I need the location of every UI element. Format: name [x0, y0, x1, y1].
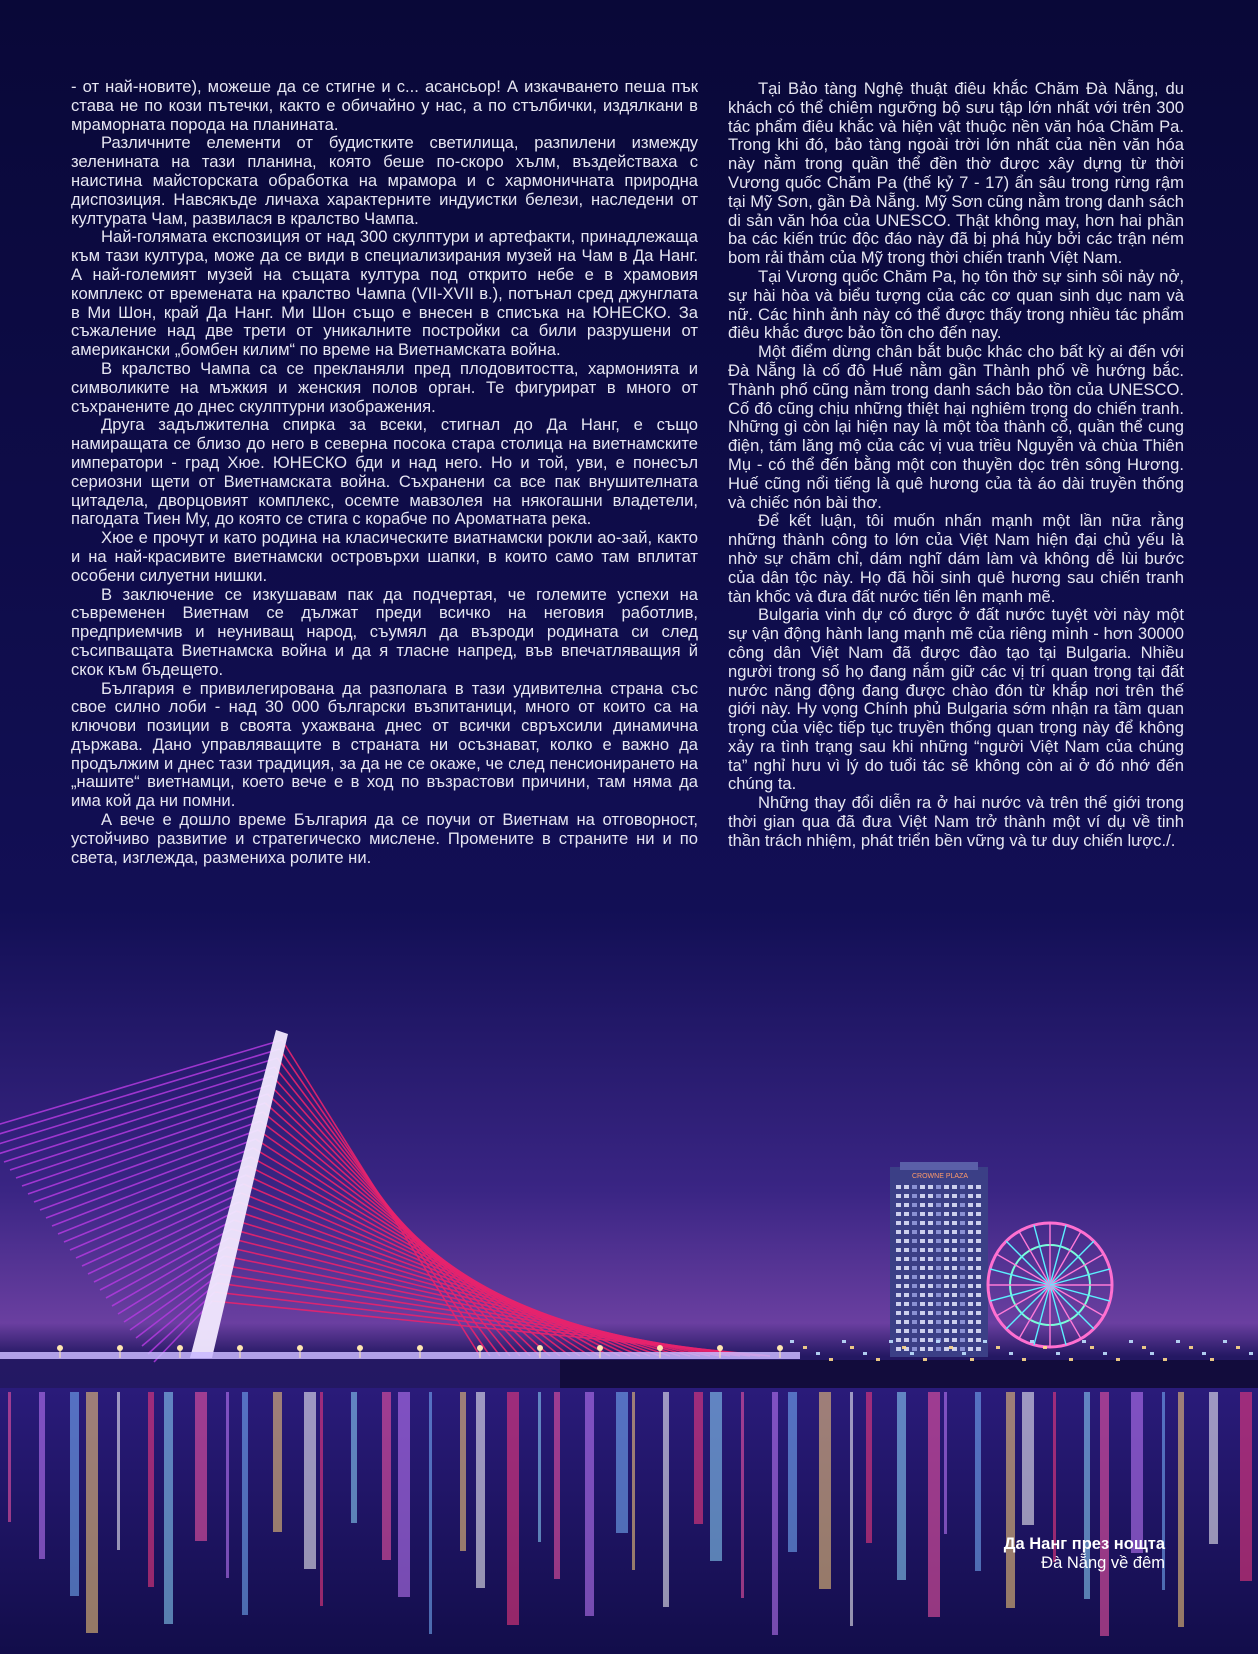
bulgarian-paragraph: Друга задължителна спирка за всеки, стигнал до Да Нанг, е също намиращата се близо до него в северна посока стара столица на виетнамските императори - град Хюе. ЮНЕСКО бди и над него. Но и той, уви, е понесъл сериозни щети от Виетнамската война. Съхранени са все пак внушителната цитадела, дворцовият комплекс, осемте мавзолея на някогашни владетели, пагодата Тиен Му, до която се стига с корабче по Ароматната река. — [71, 415, 698, 529]
bulgarian-paragraph: А вече е дошло време България да се поучи от Виетнам на отговорност, устойчиво развитие и стратегическо мислене. Промените в страните ни и по света, изглежда, размениха ролите ни. — [71, 810, 698, 867]
vietnamese-paragraph: Bulgaria vinh dự có được ở đất nước tuyệt vời này một sự vận động hành lang mạnh mẽ của riêng mình - hơn 30000 công dân Việt Nam đã được đào tạo tại Bulgaria. Nhiều người trong số họ đang nắm giữ các vị trí quan trọng tại đất nước năng động đang được chào đón từ khắp nơi trên thế giới này. Hy vọng Chính phủ Bulgaria sớm nhận ra tầm quan trọng của việc tiếp tục truyền thống quan trọng này để không xảy ra tình trạng sau khi những “người Việt Nam của chúng ta” nghỉ hưu vì lý do tuổi tác sẽ không còn ai ở đó nhớ đến chúng ta. — [728, 605, 1184, 794]
caption-vietnamese: Đà Nẵng về đêm — [1041, 1554, 1165, 1572]
hotel-tower — [890, 1162, 988, 1357]
bulgarian-paragraph: В заключение се изкушавам пак да подчертая, че големите успехи на съвременен Виетнам се дължат преди всичко на неговия работлив, предприемчив и неуниващ народ, съумял да възроди родината си след съсипващата Виетнамска война и да я тласне напред, във впечатляващия й скок към бъдещето. — [71, 584, 698, 679]
vietnamese-paragraph: Để kết luận, tôi muốn nhấn mạnh một lần nữa rằng những thành công to lớn của Việt Nam hiện đại chủ yếu là nhờ sự chăm chỉ, dám nghĩ dám làm và không dễ lùi bước của dân tộc này. Họ đã hồi sinh quê hương sau chiến tranh tàn khốc và đưa đất nước tiến lên mạnh mẽ. — [728, 511, 1184, 606]
hotel-sign: CROWNE PLAZA — [911, 1173, 969, 1180]
bulgarian-paragraph: - от най-новите), можеше да се стигне и с... асансьор! А изкачването пеша пък става не по кози пътечки, както е обичайно у нас, а по стълбички, издялкани в мраморната порода на планината. — [71, 77, 698, 134]
vietnamese-paragraph: Một điểm dừng chân bắt buộc khác cho bất kỳ ai đến với Đà Nẵng là cố đô Huế nằm gần Thành phố về hướng bắc. Thành phố cũng nằm trong danh sách bảo tồn của UNESCO. Cố đô cũng chịu những thiệt hại nghiêm trọng do chiến tranh. Những gì còn lại hiện nay là một tòa thành cổ, quần thể cung điện, tám lăng mộ của các vị vua triều Nguyễn và chùa Thiên Mụ - có thể đến bằng một con thuyền dọc trên sông Hương. Huế cũng nổi tiếng là quê hương của tà áo dài truyền thống và chiếc nón bài thơ. — [728, 342, 1184, 512]
bulgarian-paragraph: Различните елементи от будистките светилища, разпилени измежду зеленината на тази планина, която беше по-скоро хълм, въздействаха с наистина майсторската обработка на мрамора и с хармоничната природна диспозиция. Навсякъде личаха характерните индуистки белези, наследени от културата Чам, развилася в кралство Чампа. — [71, 133, 698, 228]
bulgarian-paragraph: Най-голямата експозиция от над 300 скулптури и артефакти, принадлежаща към тази култура, може да се види в специализирания музей на Чам в Да Нанг. А най-големият музей на същата култура под открито небе е в храмовия комплекс от времената на кралство Чампа (VII-XVII в.), потънал сред джунглата в Ми Шон, край Да Нанг. Ми Шон също е внесен в списъка на ЮНЕСКО. За съжаление над две трети от уникалните постройки са били разрушени от американски „бомбен килим“ по време на Виетнамската война. — [71, 227, 698, 360]
vietnamese-paragraph: Những thay đổi diễn ra ở hai nước và trên thế giới trong thời gian qua đã đưa Việt Nam trở thành một ví dụ về tinh thần trách nhiệm, phát triển bền vững và tư duy chiến lược./. — [728, 793, 1184, 850]
far-shore — [560, 1360, 1258, 1388]
river-water — [0, 1388, 1258, 1654]
bulgarian-paragraph: Хюе е прочут и като родина на класическите виатнамски рокли ао-зай, както и на най-красивите виетнамски островърхи шапки, в които само там вплитат особени силуетни нишки. — [71, 528, 698, 585]
photo-caption — [1004, 1535, 1165, 1573]
bulgarian-paragraph: България е привилегирована да разполага в тази удивителна страна със свое силно лоби - над 30 000 български възпитаници, много от които са на ключови позиции в своята ухажвана днес от всички свръхсили динамична държава. Дано управляващите в страната ни осъзнават, колко е важно да продължим и днес тази традиция, за да не се окаже, че след пенсионирането на „нашите“ виетнамци, което вече е в ход по възрастови причини, там няма да има кой да ни помни. — [71, 678, 698, 811]
vietnamese-paragraph: Tại Bảo tàng Nghệ thuật điêu khắc Chăm Đà Nẵng, du khách có thể chiêm ngưỡng bộ sưu tập lớn nhất với trên 300 tác phẩm điêu khắc và hiện vật thuộc nền văn hóa Chăm Pa. Trong khi đó, bảo tàng ngoài trời lớn nhất của nền văn hóa này nằm trong quần thể đền thờ được xây dựng từ thời Vương quốc Chăm Pa (thế kỷ 7 - 17) ẩn sâu trong rừng rậm tại Mỹ Sơn, gần Đà Nẵng. Mỹ Sơn cũng nằm trong danh sách di sản văn hóa của UNESCO. Thật không may, hơn hai phần ba các kiến trúc độc đáo này đã bị phá hủy bởi các trận ném bom rải thảm của Mỹ trong thời chiến tranh Việt Nam. — [728, 79, 1184, 268]
caption-bulgarian: Да Нанг през нощта — [1003, 1535, 1165, 1553]
article-column-vietnamese — [728, 80, 1184, 851]
ferris-wheel — [988, 1223, 1112, 1347]
bulgarian-paragraph: В кралство Чампа са се прекланяли пред плодовитостта, хармонията и символиките на мъжкия и женския полов орган. Те фигурират в много от съхранените до днес скулптурни изображения. — [71, 358, 698, 416]
vietnamese-paragraph: Tại Vương quốc Chăm Pa, họ tôn thờ sự sinh sôi nảy nở, sự hài hòa và biểu tượng của các cơ quan sinh dục nam và nữ. Các hình ảnh này có thể được thấy trong nhiều tác phẩm điêu khắc được bảo tồn cho đến nay. — [728, 266, 1184, 343]
article-column-bulgarian — [71, 78, 698, 867]
